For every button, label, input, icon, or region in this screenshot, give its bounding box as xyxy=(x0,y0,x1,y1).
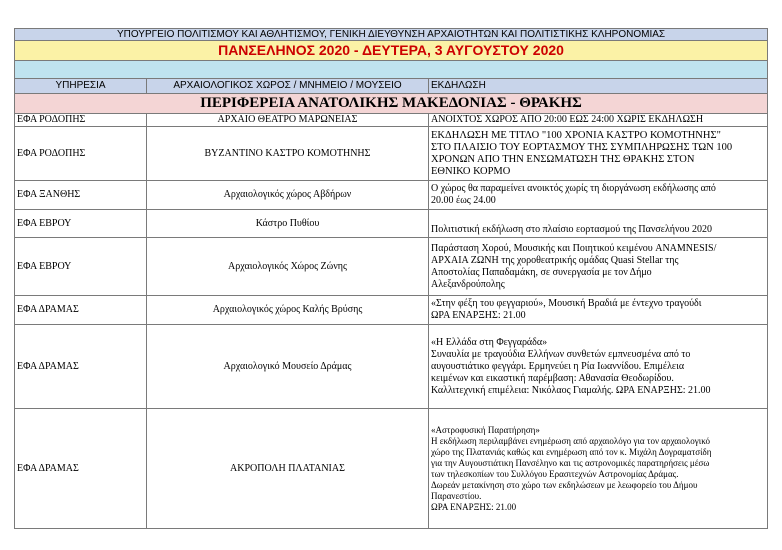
event-cell: Πολιτιστική εκδήλωση στο πλαίσιο εορτασμού της Πανσελήνου 2020 xyxy=(429,210,768,238)
site-cell: Αρχαιολογικός Χώρος Ζώνης xyxy=(147,238,429,296)
service-cell: ΕΦΑ ΔΡΑΜΑΣ xyxy=(15,325,147,409)
events-table xyxy=(14,28,768,529)
event-cell: «Η Ελλάδα στη Φεγγαράδα» Συναυλία με τραγούδια Ελλήνων συνθετών εμπνευσμένα από το αυγουστιάτικο φεγγάρι. Ερμηνεύει η Ρία Ιωαννίδου. Επιμέλεια κειμένων και εικαστική παρέμβαση: Αθανασία Θεοδωρίδου. Καλλιτεχνική επιμέλεια: Νικόλαος Γιαμαλής. ΩΡΑ ΕΝΑΡΞΗΣ: 21.00 xyxy=(429,325,768,409)
table-row xyxy=(15,325,768,409)
spacer-row xyxy=(15,61,768,79)
service-cell: ΕΦΑ ΕΒΡΟΥ xyxy=(15,238,147,296)
service-cell: ΕΦΑ ΞΑΝΘΗΣ xyxy=(15,181,147,210)
service-cell: ΕΦΑ ΡΟΔΟΠΗΣ xyxy=(15,114,147,127)
site-cell: Αρχαιολογικό Μουσείο Δράμας xyxy=(147,325,429,409)
column-header-site: ΑΡΧΑΙΟΛΟΓΙΚΟΣ ΧΩΡΟΣ / ΜΝΗΜΕΙΟ / ΜΟΥΣΕΙΟ xyxy=(147,79,429,94)
event-cell: Παράσταση Χορού, Μουσικής και Ποιητικού κειμένου ANAMNESIS/ ΑΡΧΑΙΑ ΖΩΝΗ της χοροθεατρικής ομάδας Quasi Stellar της Αποστολίας Παπαδαμάκη, σε συνεργασία με τον Δήμο Αλεξανδρούπολης xyxy=(429,238,768,296)
site-cell: Κάστρο Πυθίου xyxy=(147,210,429,238)
table-row xyxy=(15,127,768,181)
table-row xyxy=(15,181,768,210)
service-cell: ΕΦΑ ΔΡΑΜΑΣ xyxy=(15,409,147,529)
ministry-header: ΥΠΟΥΡΓΕΙΟ ΠΟΛΙΤΙΣΜΟΥ ΚΑΙ ΑΘΛΗΤΙΣΜΟΥ, ΓΕΝΙΚΗ ΔΙΕΥΘΥΝΣΗ ΑΡΧΑΙΟΤΗΤΩΝ ΚΑΙ ΠΟΛΙΤΙΣΤΙΚΗΣ ΚΛΗΡΟΝΟΜΙΑΣ xyxy=(15,29,768,41)
site-cell: ΑΡΧΑΙΟ ΘΕΑΤΡΟ ΜΑΡΩΝΕΙΑΣ xyxy=(147,114,429,127)
site-cell: ΑΚΡΟΠΟΛΗ ΠΛΑΤΑΝΙΑΣ xyxy=(147,409,429,529)
site-cell: Αρχαιολογικός χώρος Αβδήρων xyxy=(147,181,429,210)
service-cell: ΕΦΑ ΕΒΡΟΥ xyxy=(15,210,147,238)
table-row xyxy=(15,238,768,296)
ministry-row xyxy=(15,29,768,41)
event-cell: «Στην φέξη του φεγγαριού», Μουσική Βραδιά με έντεχνο τραγούδι ΩΡΑ ΕΝΑΡΞΗΣ: 21.00 xyxy=(429,296,768,325)
service-cell: ΕΦΑ ΔΡΑΜΑΣ xyxy=(15,296,147,325)
region-row xyxy=(15,94,768,114)
event-cell: ΕΚΔΗΛΩΣΗ ΜΕ ΤΙΤΛΟ "100 ΧΡΟΝΙΑ ΚΑΣΤΡΟ ΚΟΜΟΤΗΝΗΣ" ΣΤΟ ΠΛΑΙΣΙΟ ΤΟΥ ΕΟΡΤΑΣΜΟΥ ΤΗΣ ΣΥΜΠΛΗΡΩΣΗΣ ΤΩΝ 100 ΧΡΟΝΩΝ ΑΠΟ ΤΗΝ ΕΝΣΩΜΑΤΩΣΗ ΤΗΣ ΘΡΑΚΗΣ ΣΤΟΝ ΕΘΝΙΚΟ ΚΟΡΜΟ xyxy=(429,127,768,181)
site-cell: Αρχαιολογικός χώρος Καλής Βρύσης xyxy=(147,296,429,325)
table-row xyxy=(15,114,768,127)
table-row xyxy=(15,296,768,325)
event-cell: ΑΝΟΙΧΤΟΣ ΧΩΡΟΣ ΑΠΟ 20:00 ΕΩΣ 24:00 ΧΩΡΙΣ ΕΚΔΗΛΩΣΗ xyxy=(429,114,768,127)
event-cell: «Αστροφυσική Παρατήρηση» Η εκδήλωση περιλαμβάνει ενημέρωση από αρχαιολόγο για τον αρχαιολογικό χώρο της Πλατανιάς καθώς και ενημέρωση από τον κ. Μιχάλη Δογραματσίδη για την Αυγουστιάτικη Πανσέληνο και τις αστρονομικές παρατηρήσεις μέσω των τηλεσκοπίων του Συλλόγου Ερασιτεχνών Αστρονομίας Δράμας. Δωρεάν μετακίνηση στο χώρο των εκδηλώσεων με λεωφορείο του Δήμου Παρανεστίου. ΩΡΑ ΕΝΑΡΞΗΣ: 21.00 xyxy=(429,409,768,529)
title-row xyxy=(15,41,768,61)
table-row xyxy=(15,409,768,529)
spacer-band xyxy=(15,61,768,79)
region-title: ΠΕΡΙΦΕΡΕΙΑ ΑΝΑΤΟΛΙΚΗΣ ΜΑΚΕΔΟΝΙΑΣ - ΘΡΑΚΗΣ xyxy=(15,94,768,114)
table-row xyxy=(15,210,768,238)
site-cell: ΒΥΖΑΝΤΙΝΟ ΚΑΣΤΡΟ ΚΟΜΟΤΗΝΗΣ xyxy=(147,127,429,181)
page-title: ΠΑΝΣΕΛΗΝΟΣ 2020 - ΔΕΥΤΕΡΑ, 3 ΑΥΓΟΥΣΤΟΥ 2020 xyxy=(15,41,768,61)
event-cell: Ο χώρος θα παραμείνει ανοικτός χωρίς τη διοργάνωση εκδήλωσης από 20.00 έως 24.00 xyxy=(429,181,768,210)
column-header-event: ΕΚΔΗΛΩΣΗ xyxy=(429,79,768,94)
column-header-service: ΥΠΗΡΕΣΙΑ xyxy=(15,79,147,94)
schedule-sheet xyxy=(14,28,767,529)
service-cell: ΕΦΑ ΡΟΔΟΠΗΣ xyxy=(15,127,147,181)
column-header-row xyxy=(15,79,768,94)
